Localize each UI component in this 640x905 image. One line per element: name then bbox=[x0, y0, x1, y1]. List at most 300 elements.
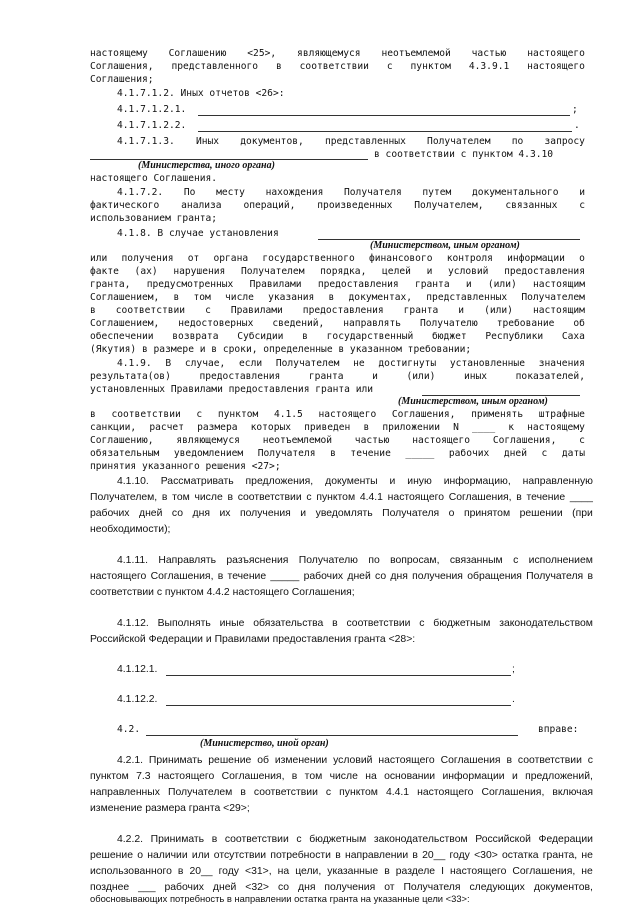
clause-4-1-12-1: 4.1.12.1. bbox=[117, 664, 158, 675]
word: том bbox=[304, 771, 323, 782]
word: получения bbox=[412, 571, 463, 582]
word: пунктом bbox=[217, 409, 259, 420]
word: законодательством bbox=[373, 834, 468, 845]
text-line bbox=[90, 61, 585, 73]
word: государственный bbox=[326, 331, 414, 342]
word: в bbox=[516, 492, 522, 503]
word: гранта bbox=[414, 279, 450, 290]
text-line bbox=[90, 769, 593, 785]
word: 4.1.11. bbox=[117, 555, 149, 566]
clause-4-1-7-1-2-2: 4.1.7.1.2.2. bbox=[117, 120, 187, 131]
word: Правилами bbox=[230, 305, 283, 316]
word: 4.1.10. bbox=[117, 476, 149, 487]
word: Республики bbox=[485, 331, 544, 342]
word: <32> bbox=[245, 882, 269, 893]
word: предоставления bbox=[302, 305, 384, 316]
word: гранта, bbox=[90, 279, 131, 290]
word: отсутствии bbox=[213, 850, 267, 861]
word: на bbox=[277, 866, 290, 877]
clause-4-2: 4.2. bbox=[117, 724, 141, 735]
word: с bbox=[306, 492, 312, 503]
word: (или) bbox=[487, 279, 517, 290]
word: использованного bbox=[90, 866, 172, 877]
word: месту bbox=[216, 187, 245, 198]
word: Правилами bbox=[249, 279, 302, 290]
word: предложения, bbox=[245, 476, 314, 487]
word: бюджетным bbox=[309, 834, 367, 845]
word: применять bbox=[471, 409, 524, 420]
word: документов, bbox=[533, 882, 593, 893]
word: вопросам, bbox=[390, 555, 440, 566]
text-line: (Якутия) в размере и в сроки, определенные в указанном требовании; bbox=[90, 344, 472, 355]
word: не bbox=[581, 850, 593, 861]
word: в bbox=[332, 618, 338, 629]
word: Принимать bbox=[148, 755, 203, 766]
text-line bbox=[90, 569, 593, 585]
word: со bbox=[375, 571, 387, 582]
word: требование bbox=[496, 318, 555, 329]
text-line bbox=[90, 371, 585, 383]
word: представленных bbox=[426, 292, 508, 303]
word: <25>, bbox=[247, 48, 277, 59]
word: в bbox=[384, 866, 390, 877]
word: Соглашения bbox=[440, 755, 501, 766]
punctuation: . bbox=[512, 694, 515, 705]
word: которых bbox=[250, 422, 292, 433]
word: Получателя bbox=[403, 882, 461, 893]
word: Получателю bbox=[298, 555, 358, 566]
word: Соглашения, bbox=[512, 866, 576, 877]
word: показателей, bbox=[515, 371, 585, 382]
word: Соглашения, bbox=[391, 409, 456, 420]
word: операций, bbox=[243, 200, 296, 211]
text-line: изменение размера гранта <29>; bbox=[90, 803, 250, 814]
word: связанных bbox=[505, 200, 558, 211]
word: от bbox=[187, 253, 200, 264]
word: документы bbox=[325, 476, 378, 487]
word: Получателем, bbox=[414, 200, 484, 211]
text-line: необходимости); bbox=[90, 524, 171, 535]
word: 4.1.5 bbox=[273, 409, 303, 420]
word: настоящего bbox=[387, 492, 444, 503]
word: Получателя bbox=[382, 508, 440, 519]
word: I bbox=[441, 866, 445, 877]
word: рабочих bbox=[164, 882, 204, 893]
word: решение bbox=[90, 850, 133, 861]
word: сведений, bbox=[272, 318, 325, 329]
word: или bbox=[90, 253, 108, 264]
clause-4-1-7-1-2: 4.1.7.1.2. Иных отчетов <26>: bbox=[117, 88, 285, 99]
word: о bbox=[448, 508, 455, 519]
word: Получателем bbox=[240, 266, 305, 277]
word: _____ bbox=[270, 571, 300, 582]
word: течение bbox=[526, 492, 566, 503]
word: нарушения bbox=[173, 266, 226, 277]
word: 4.4.1 bbox=[359, 492, 383, 503]
word: дня bbox=[192, 508, 210, 519]
word: с bbox=[579, 435, 585, 446]
word: (ах) bbox=[134, 266, 158, 277]
text-line bbox=[90, 435, 585, 447]
word: и bbox=[389, 476, 396, 487]
word: году bbox=[218, 866, 239, 877]
word: в bbox=[335, 850, 341, 861]
text-line bbox=[90, 292, 585, 304]
word: неотъемлемой bbox=[262, 435, 332, 446]
word: нахождения bbox=[265, 187, 324, 198]
word: получения bbox=[239, 508, 291, 519]
word: дня bbox=[298, 882, 316, 893]
word: связанным bbox=[449, 555, 503, 566]
word: Соглашения, bbox=[150, 571, 214, 582]
word: иную bbox=[407, 476, 432, 487]
word: получения bbox=[324, 882, 376, 893]
word: обязательства bbox=[253, 618, 324, 629]
word: в bbox=[275, 61, 282, 72]
word: об bbox=[573, 318, 585, 329]
word: условий bbox=[448, 266, 489, 277]
word: Получателя bbox=[344, 187, 402, 198]
word: Российской bbox=[475, 834, 531, 845]
word: об bbox=[257, 755, 269, 766]
word: соответствии bbox=[224, 834, 289, 845]
word: Получателем bbox=[168, 787, 233, 798]
word: дня bbox=[390, 571, 408, 582]
word: Федерации bbox=[538, 834, 593, 845]
word: Иных bbox=[195, 136, 220, 147]
word: с bbox=[587, 755, 593, 766]
word: уведомлением bbox=[173, 448, 244, 459]
text-line bbox=[90, 279, 585, 291]
word: числе bbox=[194, 492, 223, 503]
word: цели, bbox=[295, 866, 322, 877]
word: 4.3.9.1 bbox=[468, 61, 510, 72]
word: основании bbox=[384, 771, 436, 782]
word: По bbox=[183, 187, 196, 198]
word: Получателя bbox=[526, 571, 584, 582]
word: Получателем bbox=[427, 136, 491, 147]
word: пунктом bbox=[410, 61, 451, 72]
fill-in-blank-line bbox=[166, 705, 511, 706]
word: предоставления bbox=[504, 266, 585, 277]
word: ___ bbox=[138, 882, 156, 893]
word: настоящего bbox=[417, 787, 474, 798]
text-line: обосновывающих потребность в направлении остатка гранта на указанные цели <33>: bbox=[90, 893, 470, 904]
text-line: Российской Федерации и Правилами предоставления гранта <28>: bbox=[90, 634, 416, 645]
word: если bbox=[239, 358, 263, 369]
word: неотъемлемой bbox=[381, 48, 451, 59]
text-line: установленных Правилами предоставления гранта или bbox=[90, 384, 374, 395]
word: том bbox=[172, 492, 190, 503]
word: следующих bbox=[469, 882, 525, 893]
text-fragment: в соответствии с пунктом 4.3.10 bbox=[374, 149, 554, 160]
field-caption: (Министерства, иного органа) bbox=[138, 160, 275, 171]
word: размера bbox=[197, 422, 238, 433]
text-line bbox=[90, 864, 593, 880]
word: органа bbox=[213, 253, 249, 264]
word: Соглашению bbox=[168, 48, 227, 59]
word: 4.2.2. bbox=[117, 834, 143, 845]
word: в bbox=[161, 492, 168, 503]
word: Соглашения, bbox=[481, 787, 545, 798]
text-line bbox=[90, 266, 585, 278]
word: гранта bbox=[308, 371, 344, 382]
word: Соглашения, bbox=[90, 61, 154, 72]
word: 20__ bbox=[422, 850, 446, 861]
field-caption: (Министерством, иным органом) bbox=[370, 240, 520, 251]
word: настоящего bbox=[527, 61, 585, 72]
word: соответствии bbox=[237, 492, 302, 503]
word: разъяснения bbox=[226, 555, 289, 566]
word: недостоверных bbox=[178, 318, 254, 329]
word: рабочих bbox=[90, 508, 130, 519]
word: направлять bbox=[343, 318, 402, 329]
word: Получателю bbox=[419, 318, 478, 329]
word: произведенных bbox=[317, 200, 393, 211]
word: с bbox=[325, 787, 332, 798]
word: исполнением bbox=[528, 555, 593, 566]
word: (или) bbox=[406, 371, 436, 382]
word: 4.4.1 bbox=[385, 787, 410, 798]
word: Соглашением, bbox=[90, 318, 160, 329]
word: Соглашению, bbox=[90, 435, 154, 446]
word: фактического bbox=[90, 200, 160, 211]
word: в bbox=[587, 571, 593, 582]
clause-4-1-7-1-2-1: 4.1.7.1.2.1. bbox=[117, 104, 187, 115]
word: иных bbox=[463, 371, 488, 382]
word: о bbox=[579, 253, 585, 264]
punctuation: ; bbox=[512, 664, 515, 675]
word: потребности bbox=[270, 850, 331, 861]
word: предоставления bbox=[317, 279, 399, 290]
word: с bbox=[541, 448, 548, 459]
word: целей bbox=[382, 266, 411, 277]
word: иные bbox=[219, 618, 245, 629]
word: дней bbox=[139, 508, 163, 519]
word: являющемуся bbox=[297, 48, 361, 59]
punctuation: . bbox=[574, 120, 580, 131]
word: порядка, bbox=[320, 266, 367, 277]
word: указанные bbox=[327, 866, 379, 877]
field-caption: (Министерством, иным органом) bbox=[398, 396, 548, 407]
punctuation: ; bbox=[572, 104, 578, 115]
fill-in-blank-line bbox=[166, 675, 511, 676]
word: достигнуты bbox=[378, 358, 437, 369]
word: <30> bbox=[474, 850, 498, 861]
word: решение bbox=[208, 755, 252, 766]
word: настоящего bbox=[378, 755, 435, 766]
fill-in-blank-line bbox=[198, 131, 572, 132]
word: документах, bbox=[348, 292, 413, 303]
word: путем bbox=[422, 187, 452, 198]
word: и bbox=[458, 305, 465, 316]
word: документов, bbox=[240, 136, 304, 147]
word: с bbox=[205, 305, 211, 316]
word: со bbox=[171, 508, 183, 519]
word: настоящего bbox=[90, 571, 147, 582]
text-line bbox=[90, 409, 585, 421]
word: по bbox=[368, 555, 380, 566]
word: 4.1.9. bbox=[117, 358, 152, 369]
word: предложений, bbox=[525, 771, 593, 782]
word: направлении bbox=[344, 850, 409, 861]
word: 20__ bbox=[189, 866, 213, 877]
clause-4-2-1 bbox=[117, 753, 593, 769]
word: позднее bbox=[90, 882, 130, 893]
word: направленных bbox=[90, 787, 160, 798]
word: и bbox=[465, 279, 472, 290]
word: дней bbox=[347, 571, 371, 582]
word: установленные bbox=[449, 358, 525, 369]
word: Саха bbox=[561, 331, 585, 342]
clause-4-2-2 bbox=[117, 832, 593, 848]
word: настоящим bbox=[532, 305, 585, 316]
text-line bbox=[90, 785, 593, 801]
word: Получателя bbox=[257, 448, 316, 459]
word: (при bbox=[572, 508, 593, 519]
word: не bbox=[353, 358, 365, 369]
fill-in-blank-line bbox=[198, 115, 570, 116]
word: _____ bbox=[405, 448, 435, 459]
word: Рассматривать bbox=[160, 476, 234, 487]
word: бюджет bbox=[432, 331, 467, 342]
word: в bbox=[90, 409, 96, 420]
word: включая bbox=[552, 787, 593, 798]
text-line bbox=[90, 506, 593, 522]
text-line bbox=[90, 422, 585, 434]
word: с bbox=[419, 618, 425, 629]
word: приведен bbox=[304, 422, 351, 433]
clause-4-1-10 bbox=[117, 474, 593, 490]
word: даты bbox=[561, 448, 585, 459]
word: Соглашения, bbox=[221, 771, 285, 782]
word: указания bbox=[268, 292, 315, 303]
clause-4-1-9 bbox=[117, 358, 585, 370]
word: Принимать bbox=[150, 834, 205, 845]
word: дней bbox=[212, 882, 237, 893]
clause-4-1-8: 4.1.8. В случае установления bbox=[117, 228, 279, 239]
word: от bbox=[384, 882, 395, 893]
word: с bbox=[386, 61, 393, 72]
word: 4.1.7.2. bbox=[117, 187, 164, 198]
word: в bbox=[211, 834, 218, 845]
word: настоящим bbox=[533, 279, 585, 290]
word: изменении bbox=[274, 755, 328, 766]
word: настоящему bbox=[527, 422, 585, 433]
text-line bbox=[90, 490, 593, 506]
word: в bbox=[291, 771, 298, 782]
word: 7.3 bbox=[136, 771, 151, 782]
word: информацию, bbox=[443, 476, 511, 487]
word: том bbox=[193, 292, 211, 303]
text-line bbox=[90, 448, 585, 460]
word: документального bbox=[471, 187, 559, 198]
text-fragment: вправе: bbox=[538, 724, 579, 735]
word: наличии bbox=[147, 850, 188, 861]
word: с bbox=[296, 834, 302, 845]
word: в bbox=[173, 292, 180, 303]
word: анализа bbox=[181, 200, 222, 211]
word: являющемуся bbox=[176, 435, 240, 446]
text-line: использованием гранта; bbox=[90, 213, 218, 224]
word: дней bbox=[503, 448, 527, 459]
word: частью bbox=[354, 435, 390, 446]
word: законодательством bbox=[499, 618, 593, 629]
word: уведомлять bbox=[315, 508, 373, 519]
word: санкции, bbox=[90, 422, 137, 433]
text-line bbox=[90, 848, 593, 864]
word: получения bbox=[121, 253, 174, 264]
word: настоящему bbox=[90, 48, 148, 59]
text-line: настоящего Соглашения. bbox=[90, 173, 218, 184]
word: в bbox=[240, 787, 246, 798]
word: с bbox=[196, 409, 203, 420]
word: с bbox=[579, 200, 585, 211]
clause-4-1-12-2: 4.1.12.2. bbox=[117, 694, 158, 705]
word: случае, bbox=[184, 358, 226, 369]
word: факте bbox=[90, 266, 119, 277]
word: обязательным bbox=[90, 448, 160, 459]
clause-4-1-12 bbox=[117, 616, 593, 632]
word: в bbox=[328, 292, 335, 303]
word: информации bbox=[507, 253, 565, 264]
word: с bbox=[513, 555, 519, 566]
word: возврата bbox=[172, 331, 219, 342]
word: разделе bbox=[395, 866, 436, 877]
word: ____ bbox=[569, 492, 593, 503]
clause-4-1-11 bbox=[117, 553, 593, 569]
word: в bbox=[90, 305, 96, 316]
word: Получателем bbox=[275, 358, 340, 369]
text-line bbox=[90, 253, 585, 265]
word: штрафные bbox=[538, 409, 585, 420]
word: пунктом bbox=[90, 771, 129, 782]
word: настоящего bbox=[450, 866, 507, 877]
text-line bbox=[90, 318, 585, 330]
text-line: Соглашения; bbox=[90, 74, 154, 85]
word: течение bbox=[350, 448, 391, 459]
word: соответствии bbox=[111, 409, 181, 420]
word: соответствии bbox=[346, 618, 411, 629]
word: направленную bbox=[522, 476, 593, 487]
word: значения bbox=[538, 358, 585, 369]
word: о bbox=[137, 850, 144, 861]
word: рабочих bbox=[303, 571, 344, 582]
word: в bbox=[227, 492, 233, 503]
text-line: принятия указанного решения <27>; bbox=[90, 461, 281, 472]
word: на bbox=[365, 771, 377, 782]
word: запросу bbox=[544, 136, 585, 147]
word: или bbox=[191, 850, 210, 861]
word: числе bbox=[225, 292, 254, 303]
word: и bbox=[426, 266, 433, 277]
word: Соглашением, bbox=[90, 292, 160, 303]
word: финансового bbox=[368, 253, 433, 264]
word: контроля bbox=[446, 253, 493, 264]
word: Направлять bbox=[158, 555, 217, 566]
text-line bbox=[90, 48, 585, 60]
word: остатка bbox=[502, 850, 539, 861]
word: в bbox=[506, 755, 513, 766]
field-caption: (Министерство, иной орган) bbox=[200, 738, 329, 749]
word: результата(ов) bbox=[90, 371, 171, 382]
word: в bbox=[363, 422, 370, 433]
word: государственного bbox=[262, 253, 355, 264]
text-line bbox=[90, 200, 585, 212]
word: и bbox=[372, 371, 378, 382]
word: пунктом bbox=[339, 787, 378, 798]
word: <31>, bbox=[245, 866, 272, 877]
